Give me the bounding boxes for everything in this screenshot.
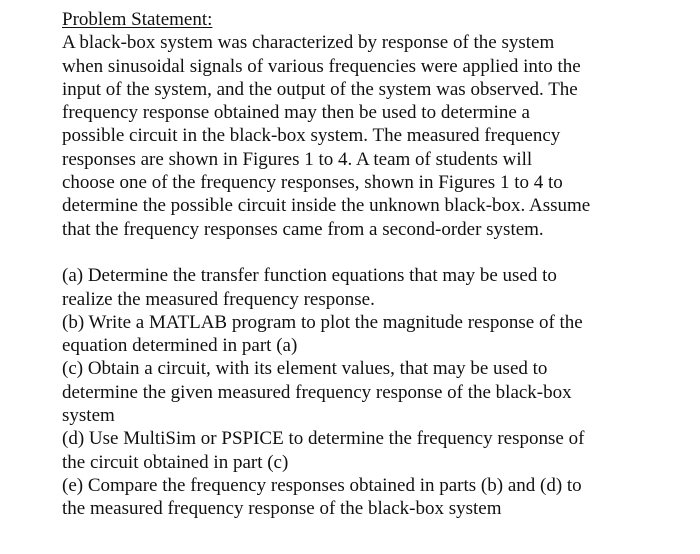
part-d-line: (d) Use MultiSim or PSPICE to determine the frequency response of [62, 428, 585, 450]
part-b-line: (b) Write a MATLAB program to plot the magnitude response of the [62, 311, 583, 333]
intro-line: choose one of the frequency responses, shown in Figures 1 to 4 to [62, 172, 563, 194]
intro-line: when sinusoidal signals of various frequencies were applied into the [62, 55, 581, 77]
part-a [62, 264, 692, 311]
part-b [62, 311, 692, 358]
intro-line: A black-box system was characterized by response of the system [62, 32, 555, 54]
intro-line: responses are shown in Figures 1 to 4. A team of students will [62, 148, 533, 170]
part-c-line: (c) Obtain a circuit, with its element values, that may be used to [62, 358, 548, 380]
intro-line: that the frequency responses came from a second-order system. [62, 218, 544, 240]
part-e-line: the measured frequency response of the black-box system [62, 498, 502, 520]
intro-line: input of the system, and the output of the system was observed. The [62, 78, 578, 100]
intro-line: possible circuit in the black-box system. The measured frequency [62, 125, 561, 147]
part-a-line: realize the measured frequency response. [62, 288, 375, 310]
intro-line: determine the possible circuit inside the unknown black-box. Assume [62, 195, 591, 217]
part-c [62, 357, 692, 427]
part-a-line: (a) Determine the transfer function equations that may be used to [62, 265, 557, 287]
part-c-line: system [62, 405, 115, 427]
paragraph-gap [62, 241, 692, 264]
part-d [62, 427, 692, 474]
part-d-line: the circuit obtained in part (c) [62, 451, 289, 473]
part-e-line: (e) Compare the frequency responses obtained in parts (b) and (d) to [62, 474, 582, 496]
intro-paragraph [62, 31, 692, 241]
problem-statement-heading: Problem Statement: [62, 9, 213, 30]
part-c-line: determine the given measured frequency response of the black-box [62, 381, 572, 403]
intro-line: frequency response obtained may then be used to determine a [62, 102, 530, 124]
part-e [62, 474, 692, 521]
document [62, 8, 692, 521]
part-b-line: equation determined in part (a) [62, 335, 298, 357]
